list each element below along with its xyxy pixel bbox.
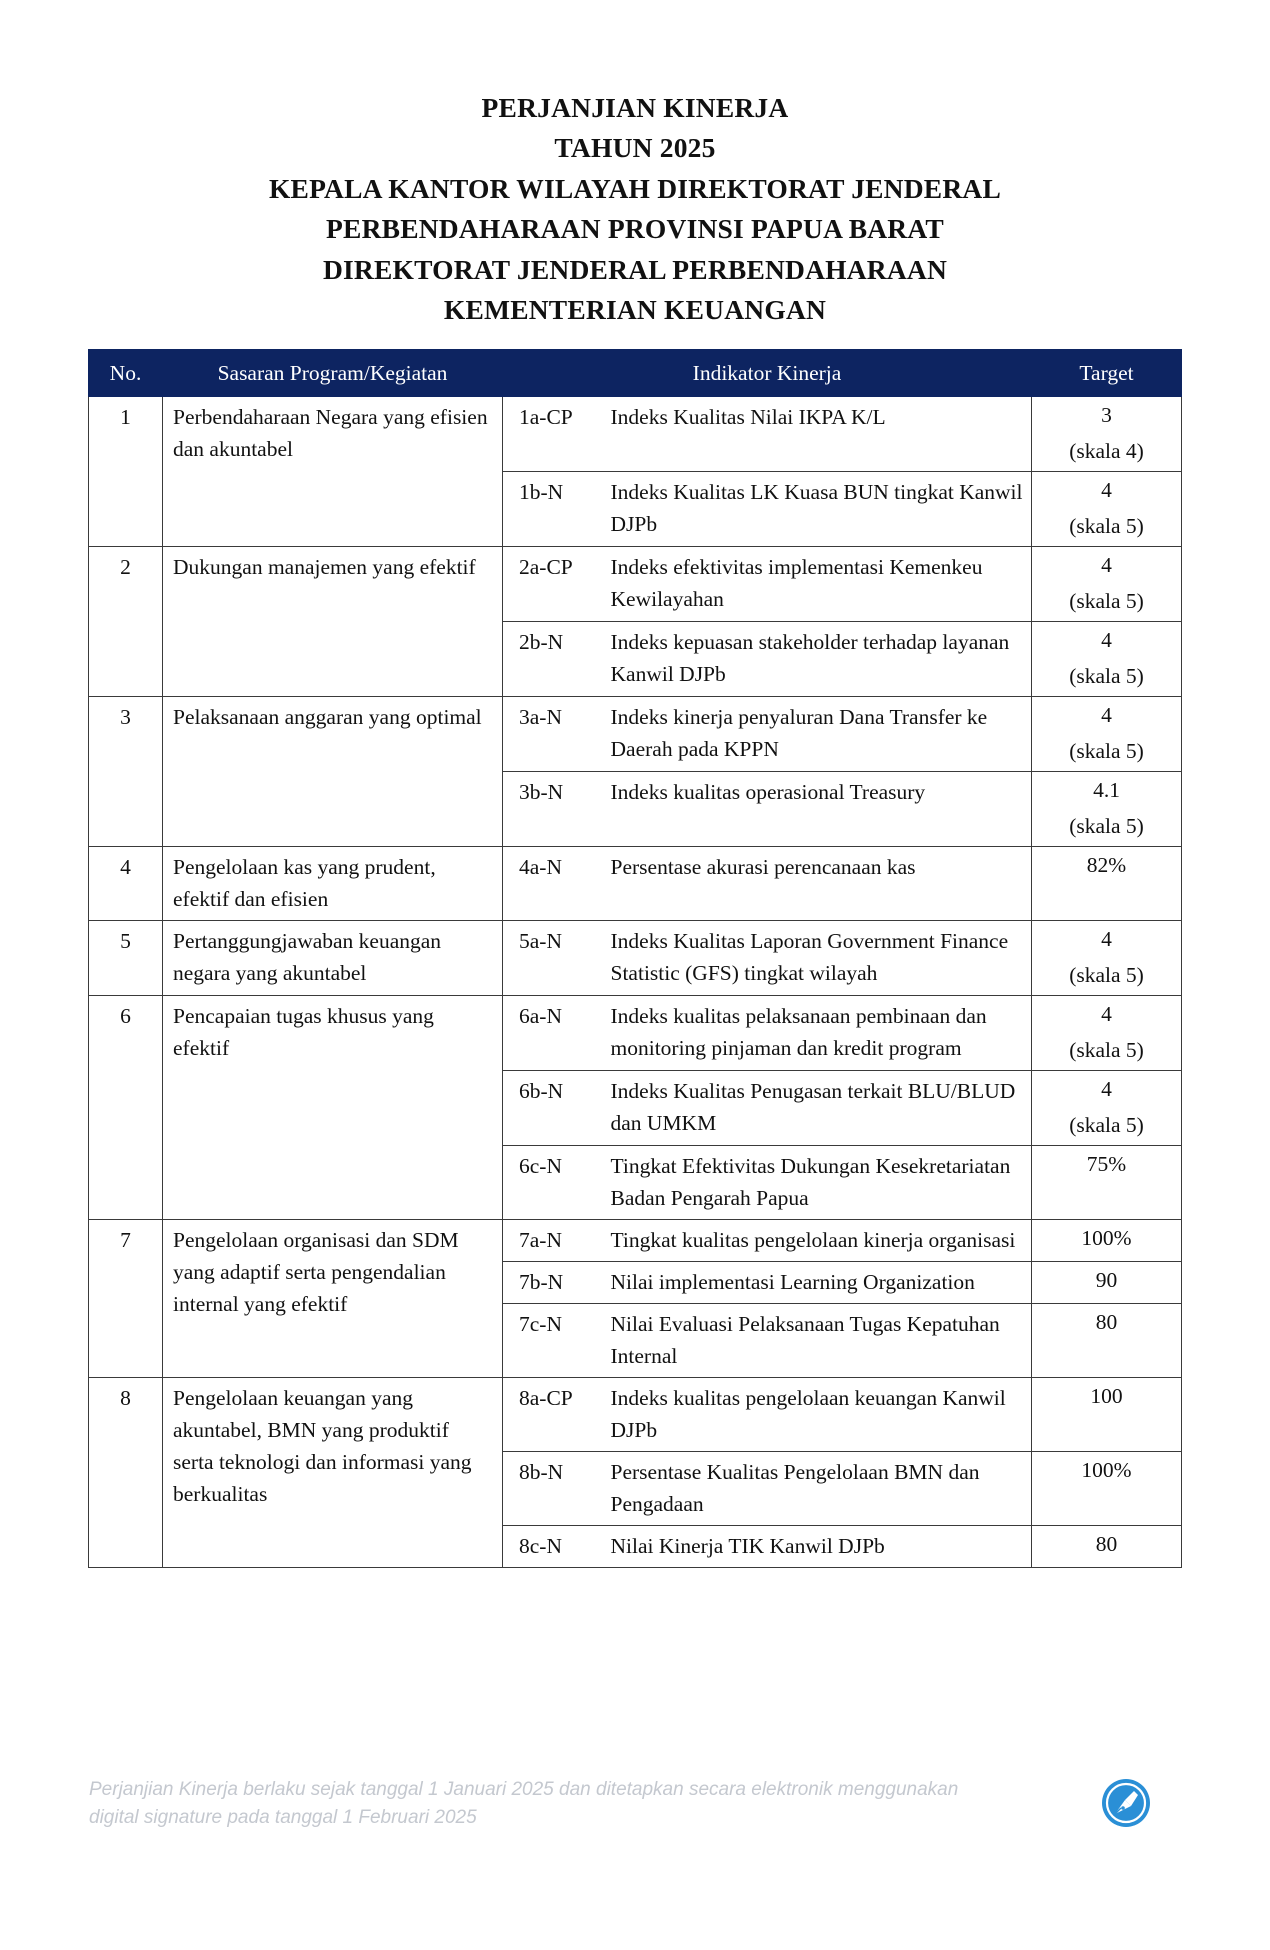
indicator-text: Persentase akurasi perencanaan kas — [599, 847, 1032, 921]
target-scale: (skala 5) — [1069, 963, 1144, 987]
row-number: 8 — [89, 1378, 163, 1568]
indicator-text: Indeks kinerja penyaluran Dana Transfer ke Daerah pada KPPN — [599, 697, 1032, 772]
target-cell — [1032, 1378, 1182, 1452]
title-line: DIREKTORAT JENDERAL PERBENDAHARAAN — [322, 253, 948, 285]
target-scale: (skala 5) — [1069, 1038, 1144, 1062]
target-value: 3 — [1101, 403, 1112, 427]
table-row — [89, 397, 1182, 472]
table-row — [89, 697, 1182, 772]
indicator-text: Indeks kualitas operasional Treasury — [599, 772, 1032, 847]
indicator-code: 7c-N — [503, 1304, 599, 1378]
header-target: Target — [1032, 350, 1182, 397]
table-row — [89, 1220, 1182, 1262]
pen-nib-signature-icon — [1101, 1778, 1151, 1828]
target-value: 4 — [1101, 1002, 1112, 1026]
indicator-code: 3a-N — [503, 697, 599, 772]
target-cell — [1032, 697, 1182, 772]
indicator-code: 4a-N — [503, 847, 599, 921]
sasaran-cell: Pencapaian tugas khusus yang efektif — [163, 996, 503, 1220]
indicator-code: 1a-CP — [503, 397, 599, 472]
table-body — [89, 397, 1182, 1568]
row-number: 4 — [89, 847, 163, 921]
target-cell — [1032, 472, 1182, 547]
indicator-code: 2b-N — [503, 622, 599, 697]
indicator-text: Indeks kepuasan stakeholder terhadap layanan Kanwil DJPb — [599, 622, 1032, 697]
indicator-code: 7a-N — [503, 1220, 599, 1262]
indicator-text: Tingkat Efektivitas Dukungan Kesekretariatan Badan Pengarah Papua — [599, 1146, 1032, 1220]
target-cell — [1032, 1146, 1182, 1220]
target-value: 4 — [1101, 478, 1112, 502]
target-scale: (skala 5) — [1069, 514, 1144, 538]
table-header-row — [89, 350, 1182, 397]
target-cell — [1032, 1452, 1182, 1526]
document-title — [0, 88, 1270, 330]
indicator-text: Indeks Kualitas Laporan Government Finance Statistic (GFS) tingkat wilayah — [599, 921, 1032, 996]
sasaran-cell: Pengelolaan keuangan yang akuntabel, BMN yang produktif serta teknologi dan informasi yang berkualitas — [163, 1378, 503, 1568]
target-scale: (skala 5) — [1069, 739, 1144, 763]
indicator-code: 2a-CP — [503, 547, 599, 622]
target-value: 4 — [1101, 927, 1112, 951]
indicator-code: 8c-N — [503, 1526, 599, 1568]
target-cell — [1032, 1526, 1182, 1568]
sasaran-cell: Pertanggungjawaban keuangan negara yang akuntabel — [163, 921, 503, 996]
indicator-text: Indeks kualitas pelaksanaan pembinaan dan monitoring pinjaman dan kredit program — [599, 996, 1032, 1071]
target-cell — [1032, 772, 1182, 847]
header-sasaran: Sasaran Program/Kegiatan — [163, 350, 503, 397]
target-value: 100 — [1090, 1384, 1123, 1408]
target-scale: (skala 4) — [1069, 439, 1144, 463]
target-cell — [1032, 996, 1182, 1071]
row-number: 1 — [89, 397, 163, 547]
indicator-code: 1b-N — [503, 472, 599, 547]
sasaran-cell: Pengelolaan kas yang prudent, efektif dan efisien — [163, 847, 503, 921]
sasaran-cell: Pelaksanaan anggaran yang optimal — [163, 697, 503, 847]
indicator-code: 3b-N — [503, 772, 599, 847]
table-row — [89, 996, 1182, 1071]
target-cell — [1032, 1262, 1182, 1304]
sasaran-cell: Dukungan manajemen yang efektif — [163, 547, 503, 697]
indicator-code: 7b-N — [503, 1262, 599, 1304]
indicator-text: Nilai implementasi Learning Organization — [599, 1262, 1032, 1304]
target-scale: (skala 5) — [1069, 664, 1144, 688]
indicator-code: 6b-N — [503, 1071, 599, 1146]
indicator-code: 8b-N — [503, 1452, 599, 1526]
header-no: No. — [89, 350, 163, 397]
row-number: 3 — [89, 697, 163, 847]
target-scale: (skala 5) — [1069, 1113, 1144, 1137]
target-cell — [1032, 397, 1182, 472]
footer-note — [89, 1776, 1069, 1832]
target-value: 100% — [1081, 1226, 1132, 1250]
header-indikator: Indikator Kinerja — [503, 350, 1032, 397]
indicator-code: 8a-CP — [503, 1378, 599, 1452]
target-value: 4 — [1101, 628, 1112, 652]
target-value: 4 — [1101, 1077, 1112, 1101]
sasaran-cell: Perbendaharaan Negara yang efisien dan akuntabel — [163, 397, 503, 547]
target-value: 82% — [1086, 853, 1127, 877]
indicator-text: Indeks Kualitas LK Kuasa BUN tingkat Kanwil DJPb — [599, 472, 1032, 547]
row-number: 2 — [89, 547, 163, 697]
target-cell — [1032, 921, 1182, 996]
title-line: PERJANJIAN KINERJA — [481, 92, 789, 123]
title-line: KEPALA KANTOR WILAYAH DIREKTORAT JENDERAL — [268, 172, 1002, 204]
indicator-code: 6c-N — [503, 1146, 599, 1220]
performance-agreement-table — [88, 349, 1182, 1568]
target-value: 4 — [1101, 553, 1112, 577]
target-scale: (skala 5) — [1069, 589, 1144, 613]
title-line: TAHUN 2025 — [554, 132, 716, 164]
table-row — [89, 547, 1182, 622]
target-cell — [1032, 847, 1182, 921]
footer-line: Perjanjian Kinerja berlaku sejak tanggal 1 Januari 2025 dan ditetapkan secara elektronik menggunakan — [89, 1779, 959, 1800]
table-row — [89, 921, 1182, 996]
sasaran-cell: Pengelolaan organisasi dan SDM yang adaptif serta pengendalian internal yang efektif — [163, 1220, 503, 1378]
target-cell — [1032, 1304, 1182, 1378]
indicator-text: Indeks efektivitas implementasi Kemenkeu Kewilayahan — [599, 547, 1032, 622]
title-line: PERBENDAHARAAN PROVINSI PAPUA BARAT — [326, 213, 944, 245]
indicator-text: Indeks kualitas pengelolaan keuangan Kanwil DJPb — [599, 1378, 1032, 1452]
target-value: 75% — [1086, 1152, 1127, 1176]
indicator-text: Indeks Kualitas Penugasan terkait BLU/BLUD dan UMKM — [599, 1071, 1032, 1146]
indicator-code: 5a-N — [503, 921, 599, 996]
target-value: 90 — [1095, 1268, 1118, 1292]
row-number: 6 — [89, 996, 163, 1220]
indicator-text: Nilai Evaluasi Pelaksanaan Tugas Kepatuhan Internal — [599, 1304, 1032, 1378]
target-value: 100% — [1081, 1458, 1132, 1482]
table-row — [89, 1378, 1182, 1452]
indicator-text: Nilai Kinerja TIK Kanwil DJPb — [599, 1526, 1032, 1568]
target-cell — [1032, 1071, 1182, 1146]
indicator-text: Indeks Kualitas Nilai IKPA K/L — [599, 397, 1032, 472]
footer-line: digital signature pada tanggal 1 Februari 2025 — [89, 1807, 477, 1828]
target-scale: (skala 5) — [1069, 814, 1144, 838]
target-cell — [1032, 622, 1182, 697]
indicator-text: Tingkat kualitas pengelolaan kinerja organisasi — [599, 1220, 1032, 1262]
indicator-code: 6a-N — [503, 996, 599, 1071]
row-number: 5 — [89, 921, 163, 996]
indicator-text: Persentase Kualitas Pengelolaan BMN dan Pengadaan — [599, 1452, 1032, 1526]
target-value: 80 — [1095, 1310, 1118, 1334]
target-value: 80 — [1095, 1532, 1118, 1556]
target-value: 4.1 — [1093, 778, 1120, 802]
target-cell — [1032, 547, 1182, 622]
title-line: KEMENTERIAN KEUANGAN — [443, 294, 827, 326]
target-value: 4 — [1101, 703, 1112, 727]
row-number: 7 — [89, 1220, 163, 1378]
table-row — [89, 847, 1182, 921]
target-cell — [1032, 1220, 1182, 1262]
